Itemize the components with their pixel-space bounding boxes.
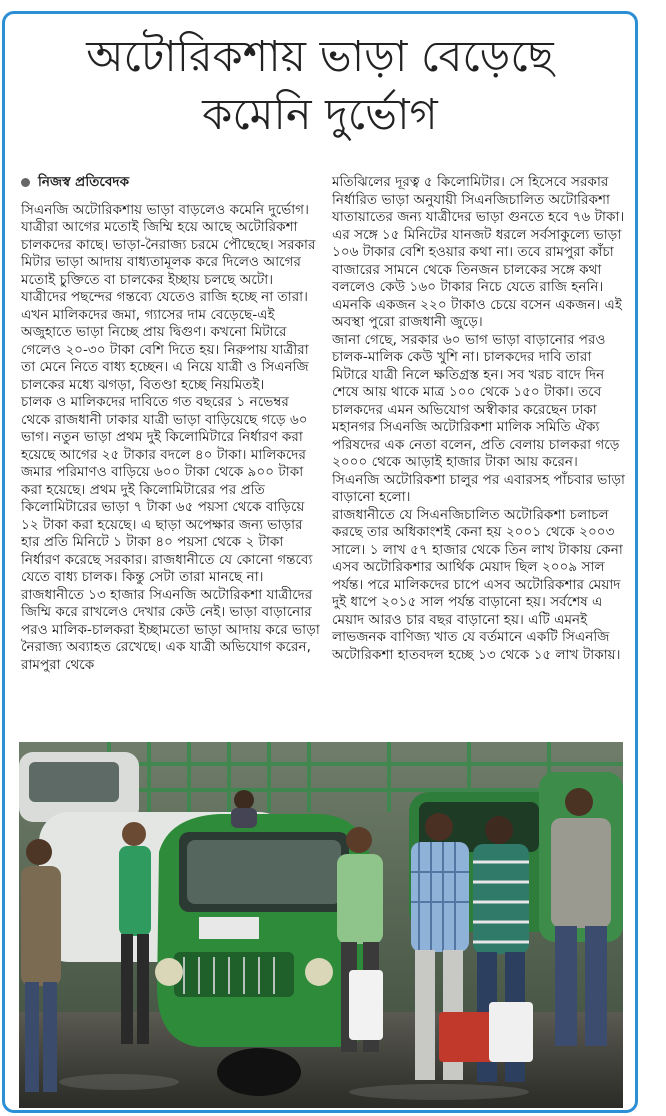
right-paragraph-2: জানা গেছে, সরকার ৬০ ভাগ ভাড়া বাড়ানোর পরও চালক-মালিক কেউ খুশি না। চালকদের দাবি তারা মিটারে যাত্রী নিলে ক্ষতিগ্রস্ত হন। সব খরচ বাদে দিন শেষে আয় থাকে মাত্র ১০০ থেকে ১৫০ টাকা। তবে চালকদের এমন অভিযোগ অস্বীকার করেছেন ঢাকা মহানগর সিএনজি অটোরিকশা মালিক সমিতি ঐক্য পরিষদের এক নেতা বলেন, প্রতি বেলায় চালকরা গড়ে ২০০০ থেকে আড়াই হাজার টাকা আয় করেন। সিএনজি অটোরিকশা চালুর পর এবারসহ পাঁচবার ভাড়া বাড়ানো হলো। <box>332 331 625 505</box>
right-paragraph-1: মতিঝিলের দূরত্ব ৫ কিলোমিটার। সে হিসেবে সরকার নির্ধারিত ভাড়া অনুযায়ী সিএনজিচালিত অটোরিকশা যাতায়াতের জন্য যাত্রীদের ভাড়া গুনতে হবে ৭৬ টাকা। এর সঙ্গে ১৫ মিনিটের যানজট ধরলে সর্বসাকুল্যে ভাড়া ১০৬ টাকার বেশি হওয়ার কথা না। তবে রামপুরা কাঁচা বাজারের সামনে থেকে তিনজন চালকের সঙ্গে কথা বললেও কেউ ১৬০ টাকার নিচে যেতে রাজি হননি। এমনকি একজন ২২০ টাকাও চেয়ে বসেন একজন। এই অবস্থা পুরো রাজধানী জুড়ে। <box>332 174 625 330</box>
article-frame <box>2 11 638 1113</box>
left-paragraph-3: রাজধানীতে ১৩ হাজার সিএনজি অটোরিকশা যাত্রীদের জিম্মি করে রাখলেও দেখার কেউ নেই। ভাড়া বাড়ানোর পরও মালিক-চালকরা ইচ্ছামতো ভাড়া আদায় করে ভাড়া নৈরাজ্য অব্যাহত রেখেছে। এক যাত্রী অভিযোগ করেন, রামপুরা থেকে <box>21 586 320 673</box>
article-headline <box>5 28 635 144</box>
byline <box>21 174 321 192</box>
left-paragraph-1: সিএনজি অটোরিকশায় ভাড়া বাড়লেও কমেনি দুর্ভোগ। যাত্রীরা আগের মতোই জিম্মি হয়ে আছে অটোরিকশা চালকদের কাছে। ভাড়া-নৈরাজ্য চরমে পৌছেছে। সরকার মিটার ভাড়া আদায় বাধ্যতামূলক করে দিলেও আগের মতোই চুক্তিতে বা চালকের ইচ্ছায় চলছে অটো। যাত্রীদের পছন্দের গন্তব্যে যেতেও রাজি হচ্ছে না তারা। এখন মালিকদের জমা, গ্যাসের দাম বেড়েছে-এই অজুহাতে ভাড়া নিচ্ছে প্রায় দ্বিগুণ। কখনো মিটারে গেলেও ২০-৩০ টাকা বেশি দিতে হয়। নিরুপায় যাত্রীরা তা মেনে নিতে বাধ্য হচ্ছেন। এ নিয়ে যাত্রী ও সিএনজি চালকের মধ্যে ঝগড়া, বিতণ্ডা হচ্ছে নিয়মিতই। <box>21 201 316 393</box>
headline-line-1: অটোরিকশায় ভাড়া বেড়েছে <box>86 32 554 82</box>
news-photo <box>19 742 623 1108</box>
byline-text: নিজস্ব প্রতিবেদক <box>38 174 130 190</box>
cng-autorickshaw-street-photo <box>19 742 623 1108</box>
right-paragraph-3: রাজধানীতে যে সিএনজিচালিত অটোরিকশা চলাচল করছে তার অধিকাংশই কেনা হয় ২০০১ থেকে ২০০৩ সালে। ১ লাখ ৫৭ হাজার থেকে তিন লাখ টাকায় কেনা এসব অটোরিকশার আর্থিক মেয়াদ ছিল ২০০৯ সাল পর্যন্ত। পরে মালিকদের চাপে এসব অটোরিকশার মেয়াদ দুই ধাপে ২০১৫ সাল পর্যন্ত বাড়ানো হয়। সর্বশেষ এ মেয়াদ আরও চার বছর বাড়ানো হয়। এটি এমনই লাভজনক বাণিজ্য খাত যে বর্তমানে একটি সিএনজি অটোরিকশা হাতবদল হচ্ছে ১৩ থেকে ১৫ লাখ টাকায়। <box>332 506 623 663</box>
bullet-icon <box>21 178 30 187</box>
left-paragraph-2: চালক ও মালিকদের দাবিতে গত বছরের ১ নভেম্বর থেকে রাজধানী ঢাকার যাত্রী ভাড়া বাড়িয়েছে গড়ে ৬০ ভাগ। নতুন ভাড়া প্রথম দুই কিলোমিটারে নির্ধারণ করা হয়েছে আগের ২৫ টাকার বদলে ৪০ টাকা। মালিকদের জমার পরিমাণও বাড়িয়ে ৬০০ টাকা থেকে ৯০০ টাকা করা হয়েছে। প্রথম দুই কিলোমিটারের পর প্রতি কিলোমিটারের ভাড়া ৭ টাকা ৬৫ পয়সা থেকে বাড়িয়ে ১২ টাকা করা হয়েছে। এ ছাড়া অপেক্ষার জন্য ভাড়ার হার প্রতি মিনিটে ১ টাকা ৪০ পয়সা থেকে ২ টাকা নির্ধারণ করেছে সরকার। রাজধানীতে যে কোনো গন্তব্যে যেতে বাধ্য চালক। কিন্তু সেটা তারা মানছে না। <box>21 394 313 585</box>
headline-line-2: কমেনি দুর্ভোগ <box>202 90 438 140</box>
left-column <box>21 174 321 674</box>
right-column <box>332 174 628 664</box>
